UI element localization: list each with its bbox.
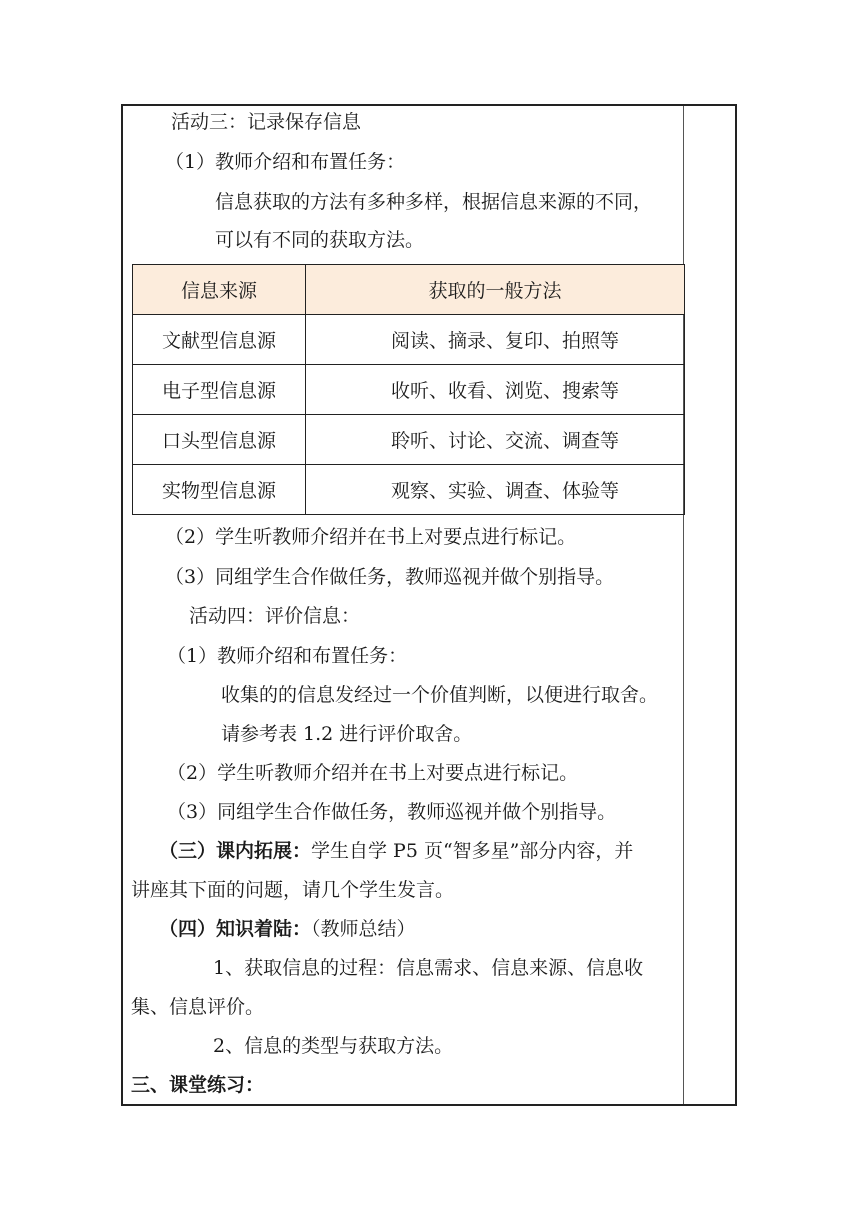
table-cell-method: 阅读、摘录、复印、拍照等 bbox=[306, 315, 685, 365]
summary-label: （四）知识着陆： bbox=[159, 918, 312, 940]
activity3-heading: 活动三：记录保存信息 bbox=[171, 111, 362, 133]
table-row bbox=[133, 365, 685, 415]
table-cell-method: 观察、实验、调查、体验等 bbox=[306, 465, 685, 515]
extension-label: （三）课内拓展： bbox=[159, 840, 312, 862]
table-cell-source: 电子型信息源 bbox=[133, 365, 306, 415]
activity4-step2: （2）学生听教师介绍并在书上对要点进行标记。 bbox=[167, 762, 579, 784]
activity4-desc2: 请参考表 1.2 进行评价取舍。 bbox=[221, 723, 473, 745]
table-row bbox=[133, 465, 685, 515]
table-cell-source: 实物型信息源 bbox=[133, 465, 306, 515]
table-header-row bbox=[133, 265, 685, 315]
activity3-desc2: 可以有不同的获取方法。 bbox=[215, 229, 425, 251]
table-header-method: 获取的一般方法 bbox=[306, 265, 685, 315]
lesson-plan-frame bbox=[121, 104, 737, 1106]
activity3-step3: （3）同组学生合作做任务，教师巡视并做个别指导。 bbox=[165, 566, 615, 588]
summary-note: （教师总结） bbox=[311, 918, 416, 940]
table-header-source: 信息来源 bbox=[133, 265, 306, 315]
practice-heading: 三、课堂练习： bbox=[131, 1074, 265, 1096]
activity4-heading: 活动四：评价信息： bbox=[189, 605, 361, 627]
table-row bbox=[133, 315, 685, 365]
summary-item2: 2、信息的类型与获取方法。 bbox=[213, 1035, 454, 1057]
table-row bbox=[133, 415, 685, 465]
extension-line1 bbox=[159, 839, 633, 863]
extension-text2: 讲座其下面的问题，请几个学生发言。 bbox=[131, 879, 455, 901]
table-cell-method: 聆听、讨论、交流、调查等 bbox=[306, 415, 685, 465]
activity3-step1: （1）教师介绍和布置任务： bbox=[165, 151, 406, 173]
activity3-desc1: 信息获取的方法有多种多样，根据信息来源的不同， bbox=[215, 191, 653, 213]
extension-text1: 学生自学 P5 页“智多星”部分内容，并 bbox=[311, 840, 634, 862]
info-source-table bbox=[132, 264, 685, 515]
notes-column-divider bbox=[683, 106, 684, 1104]
activity4-step3: （3）同组学生合作做任务，教师巡视并做个别指导。 bbox=[167, 801, 617, 823]
activity4-desc1: 收集的的信息发经过一个价值判断，以便进行取舍。 bbox=[221, 684, 659, 706]
table-cell-method: 收听、收看、浏览、搜索等 bbox=[306, 365, 685, 415]
activity3-step2: （2）学生听教师介绍并在书上对要点进行标记。 bbox=[165, 526, 577, 548]
summary-line bbox=[159, 917, 416, 941]
table-cell-source: 文献型信息源 bbox=[133, 315, 306, 365]
table-cell-source: 口头型信息源 bbox=[133, 415, 306, 465]
summary-item1b: 集、信息评价。 bbox=[131, 996, 265, 1018]
summary-item1a: 1、获取信息的过程：信息需求、信息来源、信息收 bbox=[213, 957, 644, 979]
activity4-step1: （1）教师介绍和布置任务： bbox=[167, 645, 408, 667]
